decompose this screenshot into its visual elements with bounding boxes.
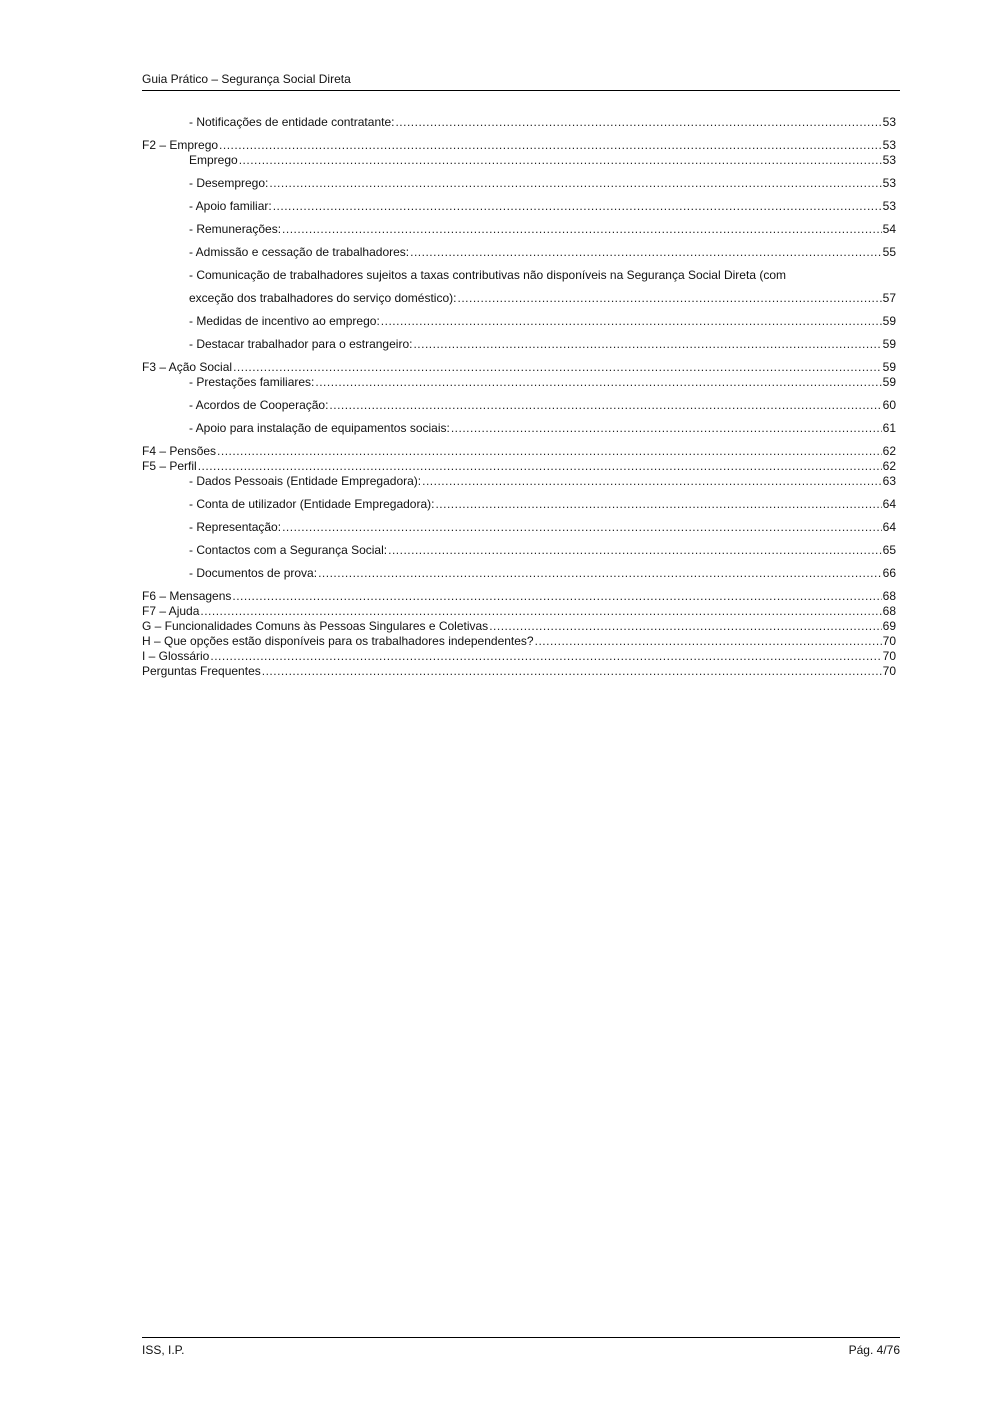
toc-entry-page: 61 <box>882 421 896 435</box>
dot-leader <box>198 459 882 474</box>
toc-entry[interactable] <box>142 543 896 558</box>
toc-entry-page: 53 <box>882 199 896 213</box>
toc-entry[interactable] <box>142 520 896 535</box>
toc-entry[interactable] <box>142 634 896 649</box>
toc-entry-page: 53 <box>882 176 896 190</box>
dot-leader <box>273 199 882 214</box>
toc-entry-label: - Admissão e cessação de trabalhadores: <box>189 245 410 259</box>
toc-entry-page: 69 <box>882 619 896 633</box>
toc-entry[interactable] <box>142 115 896 130</box>
dot-leader <box>233 360 882 375</box>
dot-leader <box>210 649 881 664</box>
toc-entry[interactable] <box>142 497 896 512</box>
toc-entry[interactable] <box>142 337 896 352</box>
toc-entry-label: exceção dos trabalhadores do serviço doméstico): <box>189 291 457 305</box>
toc-entry-page: 62 <box>882 444 896 458</box>
toc-entry[interactable] <box>142 649 896 664</box>
dot-leader <box>395 115 881 130</box>
toc-entry[interactable] <box>142 589 896 604</box>
toc-entry-page: 59 <box>882 314 896 328</box>
toc-entry-page: 63 <box>882 474 896 488</box>
toc-entry-page: 64 <box>882 520 896 534</box>
dot-leader <box>282 520 882 535</box>
toc-entry[interactable] <box>142 398 896 413</box>
toc-entry[interactable] <box>142 421 896 436</box>
dot-leader <box>282 222 882 237</box>
dot-leader <box>262 664 882 679</box>
toc-entry-label: F4 – Pensões <box>142 444 217 458</box>
dot-leader <box>315 375 881 390</box>
toc-entry-page: 54 <box>882 222 896 236</box>
toc-entry[interactable] <box>142 291 896 306</box>
toc-entry[interactable] <box>142 138 896 153</box>
toc-entry-label: - Dados Pessoais (Entidade Empregadora): <box>189 474 422 488</box>
dot-leader <box>200 604 881 619</box>
dot-leader <box>217 444 882 459</box>
toc-entry-label: - Documentos de prova: <box>189 566 318 580</box>
toc-entry-label: F2 – Emprego <box>142 138 219 152</box>
toc-entry-label: H – Que opções estão disponíveis para os trabalhadores independentes? <box>142 634 534 648</box>
toc-entry-page: 59 <box>882 360 896 374</box>
toc-entry-label: - Medidas de incentivo ao emprego: <box>189 314 380 328</box>
toc-entry-page: 66 <box>882 566 896 580</box>
dot-leader <box>413 337 881 352</box>
page-header <box>142 70 900 91</box>
document-title: Guia Prático – Segurança Social Direta <box>142 72 351 86</box>
toc-entry[interactable] <box>142 619 896 634</box>
toc-entry-label: - Remunerações: <box>189 222 282 236</box>
toc-entry-page: 62 <box>882 459 896 473</box>
toc-entry-label: F5 – Perfil <box>142 459 197 473</box>
toc-entry-page: 70 <box>882 649 896 663</box>
toc-entry-continued-line: - Comunicação de trabalhadores sujeitos a taxas contributivas não disponíveis na Segurança Social Direta (com <box>189 268 786 282</box>
footer-page-number: Pág. 4/76 <box>848 1343 900 1357</box>
toc-entry[interactable] <box>142 360 896 375</box>
dot-leader <box>422 474 882 489</box>
dot-leader <box>435 497 881 512</box>
toc-entry[interactable] <box>142 245 896 260</box>
toc-entry-label: F6 – Mensagens <box>142 589 232 603</box>
toc-entry-label: - Desemprego: <box>189 176 269 190</box>
table-of-contents <box>142 107 896 679</box>
toc-entry-page: 53 <box>882 138 896 152</box>
toc-entry-page: 59 <box>882 375 896 389</box>
toc-entry-label: I – Glossário <box>142 649 210 663</box>
toc-entry-page: 59 <box>882 337 896 351</box>
toc-entry[interactable] <box>142 604 896 619</box>
dot-leader <box>457 291 881 306</box>
dot-leader <box>535 634 882 649</box>
toc-entry[interactable] <box>142 176 896 191</box>
dot-leader <box>269 176 881 191</box>
toc-entry-page: 57 <box>882 291 896 305</box>
dot-leader <box>381 314 882 329</box>
dot-leader <box>451 421 882 436</box>
toc-entry-label: - Notificações de entidade contratante: <box>189 115 395 129</box>
page-footer <box>142 1337 900 1357</box>
toc-entry[interactable] <box>142 459 896 474</box>
dot-leader <box>329 398 881 413</box>
toc-entry[interactable] <box>142 474 896 489</box>
toc-entry[interactable] <box>142 566 896 581</box>
toc-entry-label: - Prestações familiares: <box>189 375 315 389</box>
dot-leader <box>239 153 882 168</box>
toc-entry-label: - Apoio para instalação de equipamentos sociais: <box>189 421 450 435</box>
toc-entry-page: 70 <box>882 634 896 648</box>
toc-entry-label: Perguntas Frequentes <box>142 664 261 678</box>
toc-entry-label: F3 – Ação Social <box>142 360 233 374</box>
toc-entry-label: G – Funcionalidades Comuns às Pessoas Singulares e Coletivas <box>142 619 489 633</box>
dot-leader <box>410 245 882 260</box>
toc-entry-label: - Representação: <box>189 520 282 534</box>
toc-entry-label: Emprego <box>189 153 238 167</box>
toc-entry[interactable] <box>142 199 896 214</box>
toc-entry-label: - Apoio familiar: <box>189 199 272 213</box>
toc-entry-label: F7 – Ajuda <box>142 604 200 618</box>
dot-leader <box>232 589 881 604</box>
toc-entry-page: 53 <box>882 153 896 167</box>
dot-leader <box>219 138 882 153</box>
toc-entry[interactable] <box>142 153 896 168</box>
toc-entry-page: 68 <box>882 589 896 603</box>
toc-entry-page: 64 <box>882 497 896 511</box>
toc-entry-page: 70 <box>882 664 896 678</box>
toc-entry[interactable] <box>142 314 896 329</box>
toc-entry-label: - Acordos de Cooperação: <box>189 398 329 412</box>
footer-organization: ISS, I.P. <box>142 1343 185 1357</box>
dot-leader <box>388 543 882 558</box>
toc-entry-page: 53 <box>882 115 896 129</box>
toc-entry[interactable] <box>142 444 896 459</box>
toc-entry-label: - Contactos com a Segurança Social: <box>189 543 388 557</box>
toc-entry[interactable] <box>142 664 896 679</box>
toc-entry-page: 68 <box>882 604 896 618</box>
dot-leader <box>489 619 881 634</box>
toc-entry-page: 65 <box>882 543 896 557</box>
toc-entry-label: - Destacar trabalhador para o estrangeiro: <box>189 337 413 351</box>
toc-entry[interactable] <box>142 375 896 390</box>
dot-leader <box>318 566 882 581</box>
toc-entry-page: 55 <box>882 245 896 259</box>
toc-entry[interactable] <box>142 222 896 237</box>
toc-entry-page: 60 <box>882 398 896 412</box>
toc-entry-label: - Conta de utilizador (Entidade Empregadora): <box>189 497 435 511</box>
